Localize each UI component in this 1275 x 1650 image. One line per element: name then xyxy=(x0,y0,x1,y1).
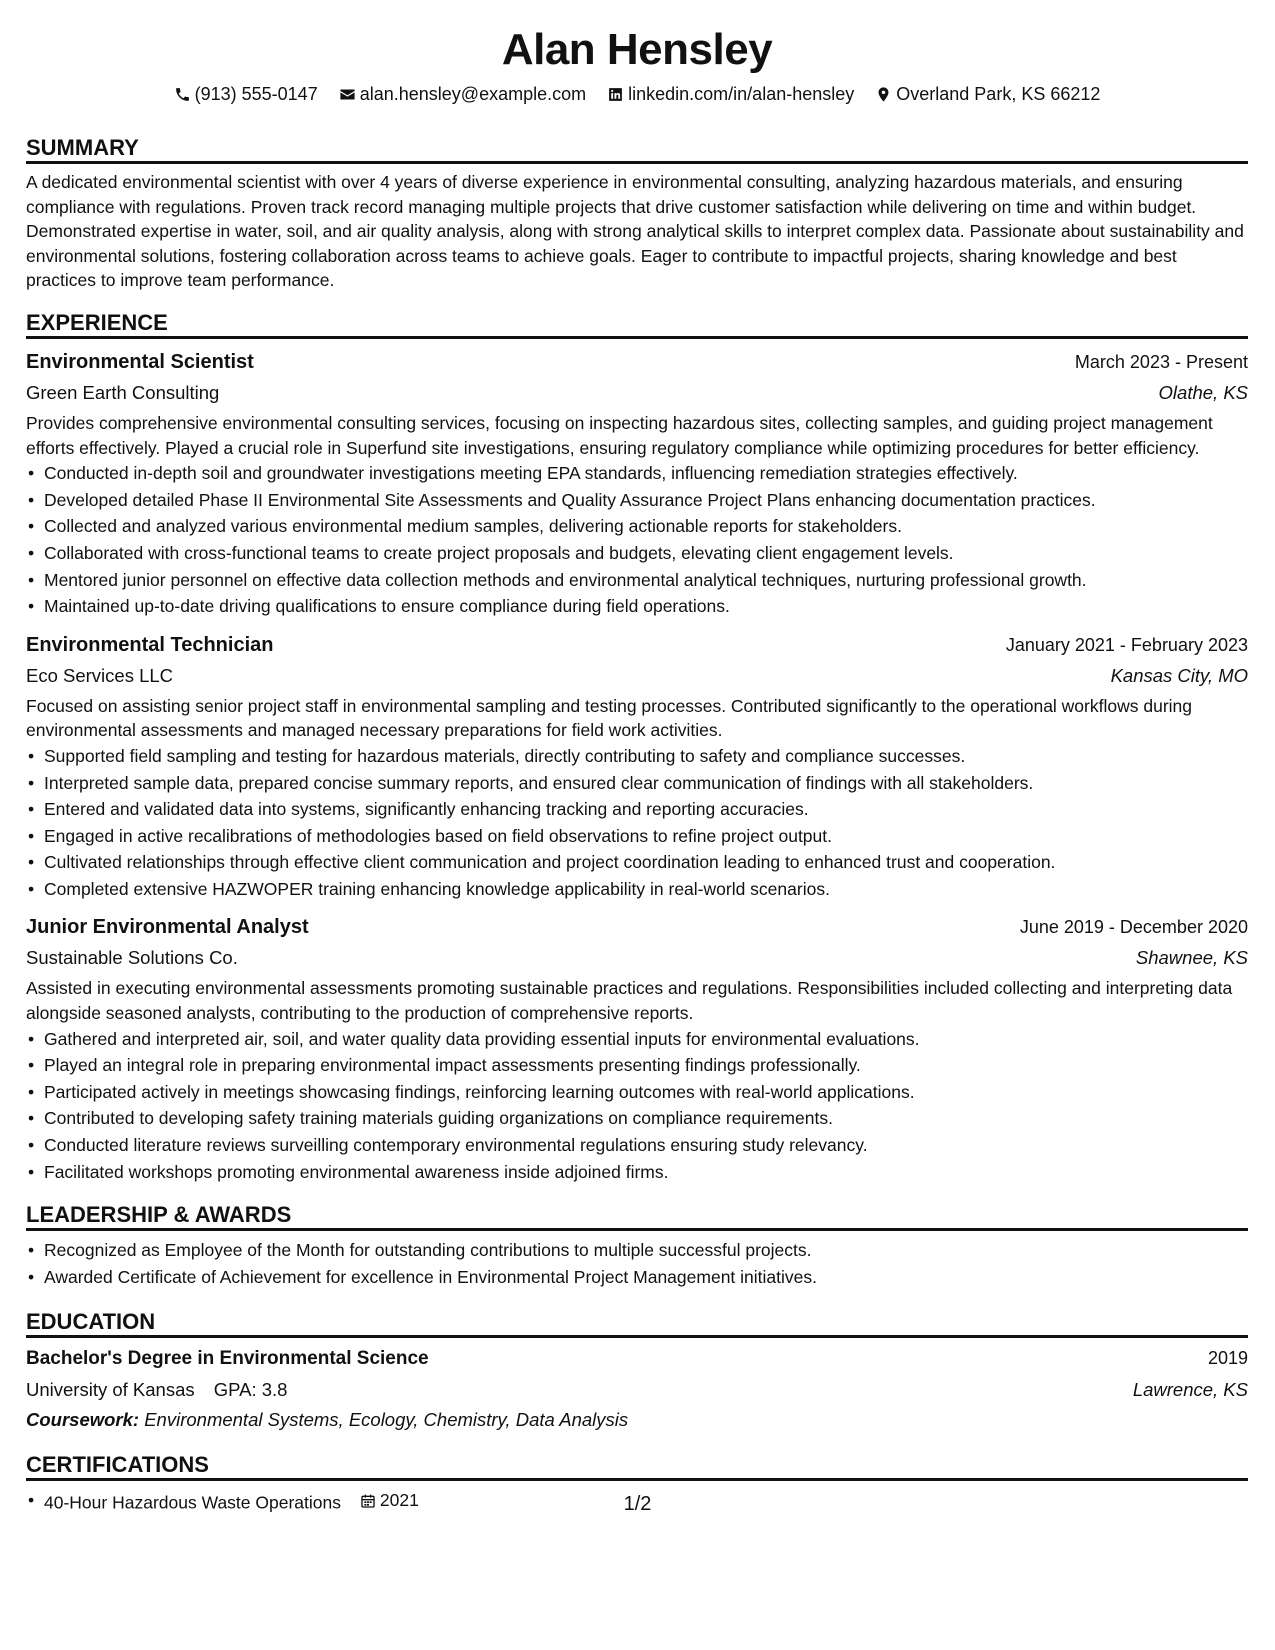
job-location: Shawnee, KS xyxy=(1135,947,1248,969)
coursework xyxy=(26,1405,1248,1435)
job-description: Assisted in executing environmental assessments promoting sustainable practices and regulations. Responsibilities included collecting and interpreting data alongside seasoned analysts, contributing to the production of comprehensive reports. xyxy=(26,978,1233,1024)
map-marker-icon xyxy=(875,86,892,103)
list-item: • Collected and analyzed various environmental medium samples, delivering actionable reports for stakeholders. xyxy=(26,513,1248,540)
job-company: Eco Services LLC xyxy=(26,664,174,686)
education-section xyxy=(26,1306,1248,1435)
list-item: • Conducted literature reviews surveilling contemporary environmental regulations ensuring study relevancy. xyxy=(26,1132,1248,1159)
job-description: Focused on assisting senior project staff in environmental sampling and testing processes. Contributed significantly to the operational workflows during environmental assessments and managed necessary preparations for field work activities. xyxy=(26,695,1192,741)
list-item: • Interpreted sample data, prepared concise summary reports, and ensured clear communication of findings with all stakeholders. xyxy=(26,770,1248,797)
list-item: • Mentored junior personnel on effective data collection methods and environmental analytical techniques, nurturing professional growth. xyxy=(26,567,1248,594)
list-item: • Facilitated workshops promoting environmental awareness inside adjoined firms. xyxy=(26,1159,1248,1186)
job-entry xyxy=(26,630,1248,903)
page-number: 1/2 xyxy=(623,1493,652,1515)
email-text: alan.hensley@example.com xyxy=(359,84,587,104)
school-name: University of Kansas xyxy=(26,1379,195,1401)
job-bullets xyxy=(26,743,1248,903)
graduation-year: 2019 xyxy=(1207,1348,1248,1369)
job-description: Provides comprehensive environmental consulting services, focusing on inspecting hazardous sites, collecting samples, and guiding project management efforts effectively. Played a crucial role in Superfund site investigations, ensuring regulatory compliance while optimizing procedures for better efficiency. xyxy=(26,412,1213,458)
leadership-section xyxy=(26,1199,1248,1290)
list-item: • Engaged in active recalibrations of methodologies based on field observations to refine project output. xyxy=(26,823,1248,850)
envelope-icon xyxy=(339,86,356,103)
certification-name: 40-Hour Hazardous Waste Operations xyxy=(44,1492,341,1513)
location-text: Overland Park, KS 66212 xyxy=(896,84,1101,104)
contact-location xyxy=(875,80,1100,108)
job-date: March 2023 - Present xyxy=(1074,351,1248,372)
job-date: January 2021 - February 2023 xyxy=(1005,634,1248,655)
phone-icon xyxy=(174,86,191,103)
contact-email[interactable] xyxy=(339,80,586,108)
coursework-list: Environmental Systems, Ecology, Chemistry, Data Analysis xyxy=(144,1409,629,1431)
school-location: Lawrence, KS xyxy=(1132,1379,1248,1401)
linkedin-icon xyxy=(607,86,624,103)
contact-phone xyxy=(174,80,318,108)
leadership-bullets xyxy=(26,1237,1248,1290)
list-item: • Played an integral role in preparing environmental impact assessments presenting findings professionally. xyxy=(26,1052,1248,1079)
list-item: • Cultivated relationships through effective client communication and project coordination leading to enhanced trust and cooperation. xyxy=(26,849,1248,876)
job-title: Environmental Scientist xyxy=(26,350,254,373)
job-title: Junior Environmental Analyst xyxy=(26,916,309,939)
job-date: June 2019 - December 2020 xyxy=(1019,917,1248,938)
list-item: • Recognized as Employee of the Month for outstanding contributions to multiple successful projects. xyxy=(26,1237,1248,1264)
list-item: • Contributed to developing safety training materials guiding organizations on compliance requirements. xyxy=(26,1105,1248,1132)
list-item: • Supported field sampling and testing for hazardous materials, directly contributing to safety and compliance successes. xyxy=(26,743,1248,770)
job-bullets xyxy=(26,1026,1248,1186)
list-item: • Gathered and interpreted air, soil, and water quality data providing essential inputs for environmental evaluations. xyxy=(26,1026,1248,1053)
list-item: • Conducted in-depth soil and groundwater investigations meeting EPA standards, influencing remediation strategies effectively. xyxy=(26,460,1248,487)
resume-page xyxy=(26,22,1248,1516)
linkedin-text: linkedin.com/in/alan-hensley xyxy=(628,84,855,104)
section-title-certifications: CERTIFICATIONS xyxy=(26,1449,1248,1481)
section-title-summary: SUMMARY xyxy=(26,132,1248,164)
gpa: GPA: 3.8 xyxy=(213,1379,288,1401)
phone-text: (913) 555-0147 xyxy=(194,84,318,104)
summary-section xyxy=(26,132,1248,293)
section-title-leadership: LEADERSHIP & AWARDS xyxy=(26,1199,1248,1231)
degree-title: Bachelor's Degree in Environmental Science xyxy=(26,1348,429,1370)
school-line xyxy=(26,1374,287,1405)
section-title-experience: EXPERIENCE xyxy=(26,307,1248,339)
job-bullets xyxy=(26,460,1248,620)
job-company: Sustainable Solutions Co. xyxy=(26,947,238,969)
job-title: Environmental Technician xyxy=(26,633,274,656)
list-item: • Collaborated with cross-functional teams to create project proposals and budgets, elevating client engagement levels. xyxy=(26,540,1248,567)
list-item: • Participated actively in meetings showcasing findings, reinforcing learning outcomes with real-world applications. xyxy=(26,1079,1248,1106)
job-location: Olathe, KS xyxy=(1158,381,1248,403)
section-title-education: EDUCATION xyxy=(26,1306,1248,1338)
experience-section xyxy=(26,307,1248,1185)
coursework-label: Coursework: xyxy=(26,1409,140,1431)
contact-bar xyxy=(26,80,1248,108)
job-location: Kansas City, MO xyxy=(1110,664,1248,686)
job-company: Green Earth Consulting xyxy=(26,381,220,403)
summary-text: A dedicated environmental scientist with over 4 years of diverse experience in environmental consulting, analyzing hazardous materials, and ensuring compliance with regulations. Proven track record managing multiple projects that drive customer satisfaction while delivering on time and within budget. Demonstrated expertise in water, soil, and air quality analysis, along with strong analytical skills to interpret complex data. Passionate about sustainability and environmental solutions, fostering collaboration across teams to achieve goals. Eager to contribute to impactful projects, sharing knowledge and best practices to improve team performance. xyxy=(26,172,1244,291)
job-list xyxy=(26,347,1248,1185)
contact-linkedin[interactable] xyxy=(607,80,854,108)
list-item: • Developed detailed Phase II Environmental Site Assessments and Quality Assurance Project Plans enhancing documentation practices. xyxy=(26,487,1248,514)
list-item: • Awarded Certificate of Achievement for excellence in Environmental Project Management initiatives. xyxy=(26,1264,1248,1291)
list-item: • Maintained up-to-date driving qualifications to ensure compliance during field operations. xyxy=(26,593,1248,620)
list-item: • Completed extensive HAZWOPER training enhancing knowledge applicability in real-world scenarios. xyxy=(26,876,1248,903)
certification-year: 2021 xyxy=(379,1490,419,1511)
candidate-name: Alan Hensley xyxy=(501,25,773,74)
job-entry xyxy=(26,912,1248,1185)
list-item: • Entered and validated data into systems, significantly enhancing tracking and reporting accuracies. xyxy=(26,796,1248,823)
job-entry xyxy=(26,347,1248,620)
